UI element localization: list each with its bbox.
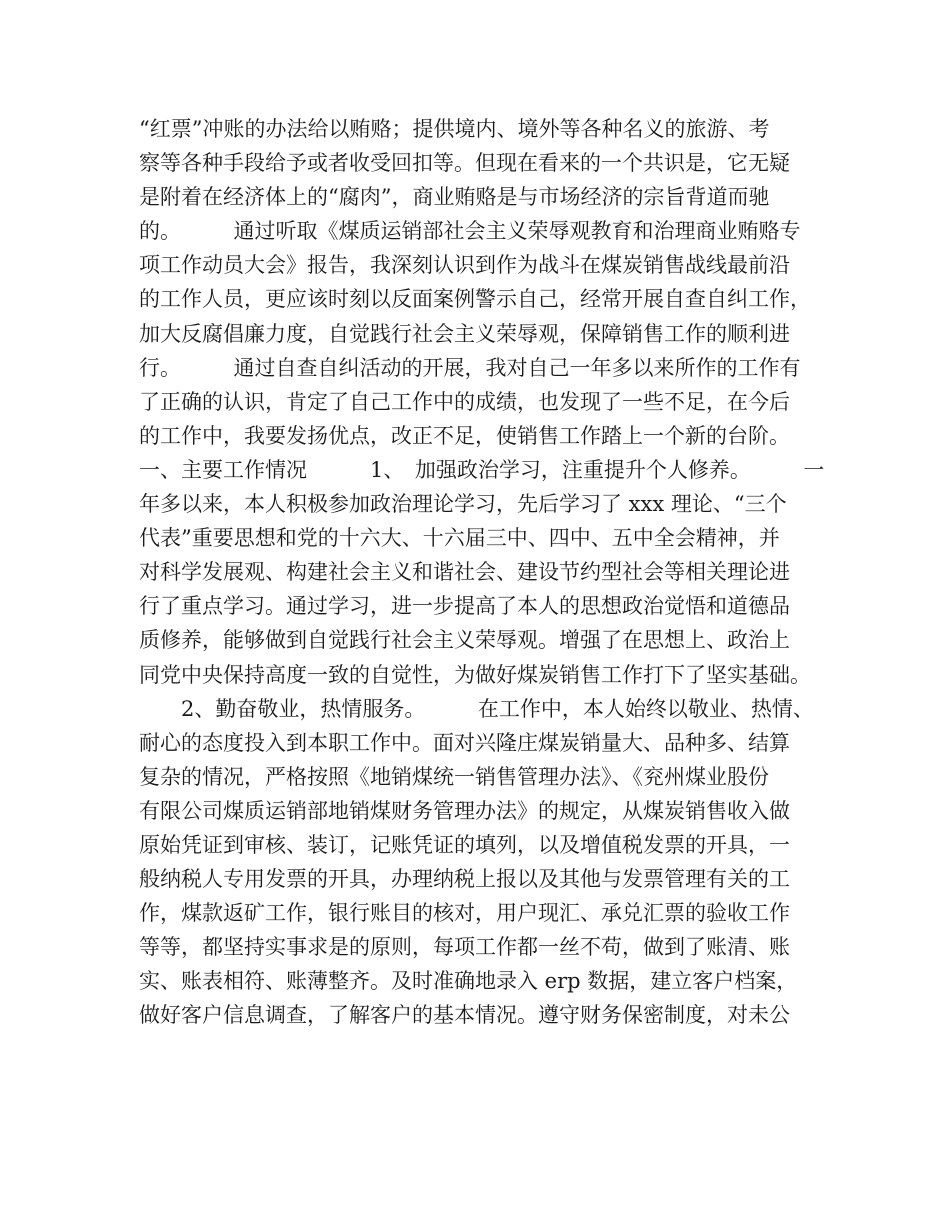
text-line: 年多以来，本人积极参加政治理论学习，先后学习了 xxx 理论、“三个 [139, 492, 787, 517]
text-line: 加大反腐倡廉力度，自觉践行社会主义荣辱观，保障销售工作的顺利进 [139, 321, 790, 346]
text-line: “红票”冲账的办法给以贿赂；提供境内、境外等各种名义的旅游、考 [139, 117, 770, 141]
text-line: 是附着在经济体上的“腐肉”，商业贿赂是与市场经济的宗旨背道而驰 [139, 185, 770, 210]
text-line: 行。 通过自查自纠活动的开展，我对自己一年多以来所作的工作有 [139, 355, 801, 380]
text-line: 般纳税人专用发票的开具，办理纳税上报以及其他与发票管理有关的工 [139, 867, 790, 892]
text-line: 一、主要工作情况 1、 加强政治学习，注重提升个人修养。 一 [139, 457, 825, 482]
text-line: 原始凭证到审核、装订，记账凭证的填列，以及增值税发票的开具，一 [139, 832, 790, 857]
text-line: 察等各种手段给予或者收受回扣等。但现在看来的一个共识是，它无疑 [139, 151, 790, 176]
text-line: 复杂的情况，严格按照《地销煤统一销售管理办法》、《兖州煤业股份 [139, 764, 769, 789]
text-line: 同党中央保持高度一致的自觉性，为做好煤炭销售工作打下了坚实基础。 [139, 662, 811, 687]
text-line: 代表”重要思想和党的十六大、十六届三中、四中、五中全会精神，并 [139, 526, 780, 551]
text-line: 实、账表相符、账薄整齐。及时准确地录入 erp 数据，建立客户档案， [139, 969, 798, 994]
text-line: 作，煤款返矿工作，银行账目的核对，用户现汇、承兑汇票的验收工作 [139, 901, 790, 926]
text-line: 的。 通过听取《煤质运销部社会主义荣辱观教育和治理商业贿赂专 [139, 219, 801, 244]
text-line: 行了重点学习。通过学习，进一步提高了本人的思想政治觉悟和道德品 [139, 594, 790, 619]
text-line: 耐心的态度投入到本职工作中。面对兴隆庄煤炭销量大、品种多、结算 [139, 730, 790, 755]
text-line: 有限公司煤质运销部地销煤财务管理办法》的规定，从煤炭销售收入做 [139, 798, 790, 823]
text-line: 项工作动员大会》报告，我深刻认识到作为战斗在煤炭销售战线最前沿 [139, 253, 790, 278]
text-line: 的工作人员，更应该时刻以反面案例警示自己，经常开展自查自纠工作， [139, 287, 811, 312]
text-line: 等等，都坚持实事求是的原则，每项工作都一丝不苟，做到了账清、账 [139, 935, 790, 960]
text-line: 2、勤奋敬业，热情服务。 在工作中，本人始终以敬业、热情、 [139, 696, 814, 721]
text-line: 做好客户信息调查，了解客户的基本情况。遵守财务保密制度，对未公 [139, 1003, 790, 1028]
text-line: 质修养，能够做到自觉践行社会主义荣辱观。增强了在思想上、政治上 [139, 628, 790, 653]
text-line: 对科学发展观、构建社会主义和谐社会、建设节约型社会等相关理论进 [139, 560, 790, 585]
text-line: 的工作中，我要发扬优点，改正不足，使销售工作踏上一个新的台阶。 [139, 423, 790, 448]
body-text [139, 112, 829, 1033]
text-line: 了正确的认识，肯定了自己工作中的成绩，也发现了一些不足，在今后 [139, 389, 790, 414]
